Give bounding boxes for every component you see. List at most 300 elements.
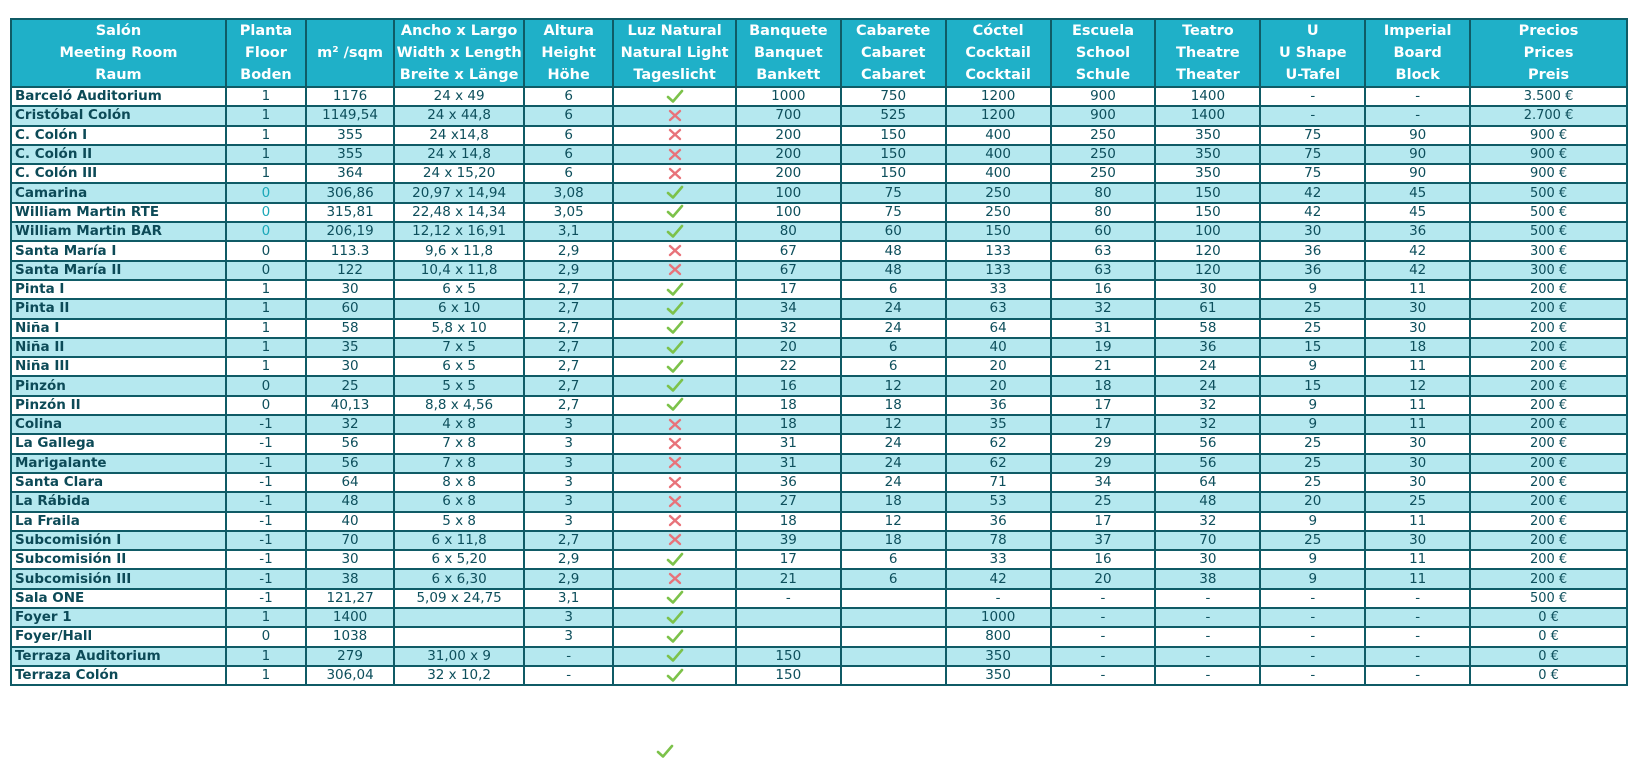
room-name: La Rábida: [11, 492, 226, 511]
column-header-4: [524, 19, 613, 87]
table-row: [11, 126, 1627, 145]
column-header-7: [841, 19, 946, 87]
column-header-line: Tageslicht: [633, 67, 716, 83]
school-cell: 29: [1051, 454, 1156, 473]
cocktail-cell: 20: [946, 376, 1051, 395]
area-cell: 30: [306, 357, 394, 376]
room-name: C. Colón I: [11, 126, 226, 145]
column-header-0: [11, 19, 226, 87]
board-cell: 11: [1365, 550, 1470, 569]
cocktail-cell: 350: [946, 647, 1051, 666]
cabaret-cell: 48: [841, 241, 946, 260]
dimensions-cell: 5,8 x 10: [394, 319, 524, 338]
u-shape-cell: -: [1260, 589, 1365, 608]
room-name: Niña II: [11, 338, 226, 357]
theatre-cell: 1400: [1155, 106, 1260, 125]
school-cell: 16: [1051, 280, 1156, 299]
column-header-line: Breite x Länge: [399, 67, 519, 83]
theatre-cell: -: [1155, 647, 1260, 666]
room-name: Terraza Colón: [11, 666, 226, 685]
area-cell: 206,19: [306, 222, 394, 241]
cocktail-cell: 133: [946, 241, 1051, 260]
price-cell: 0 €: [1470, 666, 1627, 685]
price-cell: 2.700 €: [1470, 106, 1627, 125]
area-cell: 1038: [306, 627, 394, 646]
cocktail-cell: 1200: [946, 87, 1051, 106]
cabaret-cell: 150: [841, 145, 946, 164]
theatre-cell: 150: [1155, 203, 1260, 222]
theatre-cell: 150: [1155, 183, 1260, 202]
area-cell: 30: [306, 280, 394, 299]
floor-cell: 1: [226, 280, 306, 299]
column-header-1: [226, 19, 306, 87]
light-indicator: [666, 571, 684, 586]
light-indicator: [666, 590, 684, 605]
theatre-cell: -: [1155, 589, 1260, 608]
banquet-cell: 27: [736, 492, 841, 511]
area-cell: 355: [306, 126, 394, 145]
light-indicator: [666, 532, 684, 547]
table-row: [11, 338, 1627, 357]
theatre-cell: 32: [1155, 512, 1260, 531]
dimensions-cell: 24 x14,8: [394, 126, 524, 145]
floor-cell: -1: [226, 550, 306, 569]
area-cell: 306,86: [306, 183, 394, 202]
cabaret-cell: 18: [841, 531, 946, 550]
u-shape-cell: 30: [1260, 222, 1365, 241]
cocktail-cell: 350: [946, 666, 1051, 685]
board-cell: 30: [1365, 299, 1470, 318]
dimensions-cell: 5 x 5: [394, 376, 524, 395]
column-header-line: Meeting Room: [59, 45, 178, 61]
school-cell: -: [1051, 589, 1156, 608]
height-cell: 3: [524, 415, 613, 434]
table-row: [11, 396, 1627, 415]
light-indicator: [666, 668, 684, 683]
height-cell: 3: [524, 512, 613, 531]
u-shape-cell: 25: [1260, 319, 1365, 338]
u-shape-cell: 9: [1260, 512, 1365, 531]
banquet-cell: 34: [736, 299, 841, 318]
cross-icon: [666, 262, 684, 277]
light-indicator: [666, 282, 684, 297]
cocktail-cell: 1000: [946, 608, 1051, 627]
area-cell: 315,81: [306, 203, 394, 222]
room-name: Colina: [11, 415, 226, 434]
school-cell: 80: [1051, 183, 1156, 202]
column-header-line: Escuela: [1071, 23, 1135, 39]
dimensions-cell: 4 x 8: [394, 415, 524, 434]
table-row: [11, 434, 1627, 453]
room-name: Camarina: [11, 183, 226, 202]
theatre-cell: 100: [1155, 222, 1260, 241]
area-cell: 60: [306, 299, 394, 318]
room-name: William Martin BAR: [11, 222, 226, 241]
area-cell: 56: [306, 434, 394, 453]
board-cell: 11: [1365, 415, 1470, 434]
light-indicator: [666, 224, 684, 239]
dimensions-cell: 24 x 15,20: [394, 164, 524, 183]
column-header-line: Board: [1393, 45, 1442, 61]
room-name: Niña I: [11, 319, 226, 338]
room-name: Pinzón: [11, 376, 226, 395]
board-cell: -: [1365, 647, 1470, 666]
cabaret-cell: 6: [841, 550, 946, 569]
banquet-cell: [736, 608, 841, 627]
height-cell: 2,9: [524, 569, 613, 588]
height-cell: 3: [524, 434, 613, 453]
natural-light-cell: [613, 145, 736, 164]
floor-cell: -1: [226, 569, 306, 588]
floor-cell: 0: [226, 203, 306, 222]
table-row: [11, 145, 1627, 164]
banquet-cell: 17: [736, 280, 841, 299]
natural-light-cell: [613, 164, 736, 183]
area-cell: 1176: [306, 87, 394, 106]
height-cell: -: [524, 666, 613, 685]
natural-light-cell: [613, 319, 736, 338]
light-indicator: [666, 127, 684, 142]
price-cell: 200 €: [1470, 550, 1627, 569]
check-icon: [666, 224, 684, 239]
column-header-line: Cabaret: [860, 67, 926, 83]
floor-cell: 1: [226, 299, 306, 318]
room-name: Foyer/Hall: [11, 627, 226, 646]
price-cell: 900 €: [1470, 145, 1627, 164]
light-indicator: [666, 204, 684, 219]
light-indicator: [666, 552, 684, 567]
check-icon: [666, 378, 684, 393]
floor-cell: -1: [226, 531, 306, 550]
banquet-cell: 18: [736, 396, 841, 415]
column-header-line: Altura: [543, 23, 594, 39]
natural-light-cell: [613, 106, 736, 125]
price-cell: 0 €: [1470, 627, 1627, 646]
height-cell: 2,7: [524, 376, 613, 395]
school-cell: 16: [1051, 550, 1156, 569]
check-icon: [666, 590, 684, 605]
column-header-line: U: [1306, 23, 1319, 39]
cabaret-cell: [841, 608, 946, 627]
natural-light-cell: [613, 203, 736, 222]
column-header-line: Salón: [95, 23, 142, 39]
cabaret-cell: 525: [841, 106, 946, 125]
u-shape-cell: 9: [1260, 415, 1365, 434]
school-cell: 19: [1051, 338, 1156, 357]
check-icon: [666, 320, 684, 335]
room-name: Terraza Auditorium: [11, 647, 226, 666]
u-shape-cell: 75: [1260, 145, 1365, 164]
u-shape-cell: 9: [1260, 569, 1365, 588]
floor-cell: 0: [226, 183, 306, 202]
floor-cell: -1: [226, 512, 306, 531]
banquet-cell: 16: [736, 376, 841, 395]
u-shape-cell: -: [1260, 106, 1365, 125]
column-header-12: [1365, 19, 1470, 87]
room-name: Pinta I: [11, 280, 226, 299]
column-header-10: [1155, 19, 1260, 87]
natural-light-cell: [613, 222, 736, 241]
cabaret-cell: 18: [841, 492, 946, 511]
school-cell: 17: [1051, 415, 1156, 434]
table-row: [11, 376, 1627, 395]
table-row: [11, 319, 1627, 338]
natural-light-cell: [613, 396, 736, 415]
natural-light-cell: [613, 473, 736, 492]
height-cell: 2,7: [524, 299, 613, 318]
theatre-cell: 30: [1155, 550, 1260, 569]
price-cell: 500 €: [1470, 222, 1627, 241]
natural-light-cell: [613, 299, 736, 318]
height-cell: 2,7: [524, 319, 613, 338]
natural-light-cell: [613, 434, 736, 453]
natural-light-cell: [613, 183, 736, 202]
banquet-cell: 21: [736, 569, 841, 588]
board-cell: 30: [1365, 434, 1470, 453]
area-cell: 279: [306, 647, 394, 666]
theatre-cell: 64: [1155, 473, 1260, 492]
dimensions-cell: 6 x 11,8: [394, 531, 524, 550]
check-icon: [666, 610, 684, 625]
height-cell: 2,9: [524, 241, 613, 260]
dimensions-cell: 12,12 x 16,91: [394, 222, 524, 241]
light-indicator: [666, 320, 684, 335]
cross-icon: [666, 455, 684, 470]
theatre-cell: 58: [1155, 319, 1260, 338]
banquet-cell: 150: [736, 647, 841, 666]
height-cell: 2,9: [524, 261, 613, 280]
school-cell: 34: [1051, 473, 1156, 492]
height-cell: 3: [524, 473, 613, 492]
floor-cell: 1: [226, 666, 306, 685]
theatre-cell: 56: [1155, 434, 1260, 453]
price-cell: 200 €: [1470, 396, 1627, 415]
cross-icon: [666, 127, 684, 142]
check-icon: [666, 359, 684, 374]
cocktail-cell: 62: [946, 454, 1051, 473]
school-cell: 32: [1051, 299, 1156, 318]
u-shape-cell: 42: [1260, 183, 1365, 202]
price-cell: 200 €: [1470, 357, 1627, 376]
natural-light-cell: [613, 415, 736, 434]
cabaret-cell: 6: [841, 357, 946, 376]
room-name: Santa María II: [11, 261, 226, 280]
cabaret-cell: 18: [841, 396, 946, 415]
floor-cell: 1: [226, 145, 306, 164]
theatre-cell: 120: [1155, 241, 1260, 260]
floor-cell: 0: [226, 261, 306, 280]
board-cell: 45: [1365, 183, 1470, 202]
price-cell: 0 €: [1470, 608, 1627, 627]
dimensions-cell: 24 x 44,8: [394, 106, 524, 125]
floor-cell: -1: [226, 434, 306, 453]
room-name: Santa María I: [11, 241, 226, 260]
theatre-cell: 24: [1155, 376, 1260, 395]
natural-light-cell: [613, 338, 736, 357]
school-cell: 63: [1051, 261, 1156, 280]
column-header-line: Boden: [240, 67, 292, 83]
natural-light-cell: [613, 357, 736, 376]
height-cell: 2,7: [524, 338, 613, 357]
dimensions-cell: 5 x 8: [394, 512, 524, 531]
area-cell: 48: [306, 492, 394, 511]
dimensions-cell: 7 x 8: [394, 434, 524, 453]
price-cell: 200 €: [1470, 299, 1627, 318]
floor-cell: -1: [226, 492, 306, 511]
height-cell: 6: [524, 126, 613, 145]
table-body: [11, 87, 1627, 685]
dimensions-cell: 24 x 14,8: [394, 145, 524, 164]
cocktail-cell: 250: [946, 203, 1051, 222]
room-name: Niña III: [11, 357, 226, 376]
column-header-11: [1260, 19, 1365, 87]
meeting-rooms-table: [10, 18, 1628, 686]
theatre-cell: 350: [1155, 145, 1260, 164]
height-cell: 3,05: [524, 203, 613, 222]
board-cell: 30: [1365, 473, 1470, 492]
school-cell: 20: [1051, 569, 1156, 588]
column-header-line: U Shape: [1278, 45, 1347, 61]
natural-light-cell: [613, 241, 736, 260]
board-cell: -: [1365, 666, 1470, 685]
cross-icon: [666, 494, 684, 509]
price-cell: 200 €: [1470, 569, 1627, 588]
room-name: La Fraila: [11, 512, 226, 531]
cocktail-cell: 20: [946, 357, 1051, 376]
column-header-8: [946, 19, 1051, 87]
u-shape-cell: 15: [1260, 376, 1365, 395]
cocktail-cell: 53: [946, 492, 1051, 511]
check-icon: [666, 340, 684, 355]
dimensions-cell: 6 x 8: [394, 492, 524, 511]
height-cell: 2,9: [524, 550, 613, 569]
column-header-line: Raum: [95, 67, 142, 83]
table-row: [11, 164, 1627, 183]
light-indicator: [666, 436, 684, 451]
room-name: Subcomisión I: [11, 531, 226, 550]
dimensions-cell: 24 x 49: [394, 87, 524, 106]
table-row: [11, 222, 1627, 241]
cross-icon: [666, 513, 684, 528]
u-shape-cell: 75: [1260, 164, 1365, 183]
u-shape-cell: 75: [1260, 126, 1365, 145]
area-cell: 40,13: [306, 396, 394, 415]
u-shape-cell: 36: [1260, 261, 1365, 280]
banquet-cell: 18: [736, 415, 841, 434]
theatre-cell: 30: [1155, 280, 1260, 299]
light-indicator: [666, 359, 684, 374]
cross-icon: [666, 532, 684, 547]
room-name: Santa Clara: [11, 473, 226, 492]
school-cell: -: [1051, 647, 1156, 666]
u-shape-cell: 25: [1260, 299, 1365, 318]
column-header-5: [613, 19, 736, 87]
check-icon: [666, 185, 684, 200]
dimensions-cell: 7 x 8: [394, 454, 524, 473]
school-cell: 900: [1051, 87, 1156, 106]
column-header-line: Cabaret: [860, 45, 926, 61]
column-header-line: Preis: [1527, 67, 1570, 83]
u-shape-cell: 9: [1260, 396, 1365, 415]
table-row: [11, 454, 1627, 473]
cocktail-cell: 42: [946, 569, 1051, 588]
column-header-3: [394, 19, 524, 87]
board-cell: 18: [1365, 338, 1470, 357]
light-indicator: [666, 166, 684, 181]
area-cell: 1400: [306, 608, 394, 627]
dimensions-cell: 6 x 5: [394, 357, 524, 376]
school-cell: -: [1051, 608, 1156, 627]
theatre-cell: 32: [1155, 396, 1260, 415]
light-indicator: [666, 185, 684, 200]
cocktail-cell: 36: [946, 396, 1051, 415]
dimensions-cell: 20,97 x 14,94: [394, 183, 524, 202]
cabaret-cell: 24: [841, 473, 946, 492]
theatre-cell: 48: [1155, 492, 1260, 511]
banquet-cell: 80: [736, 222, 841, 241]
room-name: Pinta II: [11, 299, 226, 318]
dimensions-cell: [394, 627, 524, 646]
table-row: [11, 492, 1627, 511]
cocktail-cell: 400: [946, 145, 1051, 164]
banquet-cell: 36: [736, 473, 841, 492]
school-cell: 63: [1051, 241, 1156, 260]
column-header-line: Teatro: [1182, 23, 1234, 39]
light-indicator: [666, 378, 684, 393]
theatre-cell: 350: [1155, 126, 1260, 145]
column-header-line: Banquete: [749, 23, 828, 39]
natural-light-cell: [613, 512, 736, 531]
cocktail-cell: 78: [946, 531, 1051, 550]
cocktail-cell: 400: [946, 164, 1051, 183]
school-cell: 250: [1051, 145, 1156, 164]
board-cell: 11: [1365, 396, 1470, 415]
school-cell: 18: [1051, 376, 1156, 395]
column-header-line: m² /sqm: [317, 45, 384, 61]
school-cell: -: [1051, 666, 1156, 685]
table-row: [11, 241, 1627, 260]
dimensions-cell: 10,4 x 11,8: [394, 261, 524, 280]
price-cell: 200 €: [1470, 415, 1627, 434]
cabaret-cell: 150: [841, 164, 946, 183]
column-header-line: Cóctel: [972, 23, 1024, 39]
price-cell: 200 €: [1470, 454, 1627, 473]
school-cell: 900: [1051, 106, 1156, 125]
table-row: [11, 203, 1627, 222]
light-indicator: [666, 475, 684, 490]
banquet-cell: 200: [736, 126, 841, 145]
banquet-cell: 150: [736, 666, 841, 685]
board-cell: -: [1365, 106, 1470, 125]
board-cell: -: [1365, 589, 1470, 608]
height-cell: 3,1: [524, 222, 613, 241]
table-row: [11, 608, 1627, 627]
area-cell: 56: [306, 454, 394, 473]
check-icon: [656, 744, 674, 759]
floor-cell: 0: [226, 627, 306, 646]
natural-light-cell: [613, 454, 736, 473]
theatre-cell: -: [1155, 608, 1260, 627]
light-indicator: [666, 147, 684, 162]
cabaret-cell: 60: [841, 222, 946, 241]
price-cell: 200 €: [1470, 376, 1627, 395]
light-indicator: [666, 455, 684, 470]
check-icon: [666, 204, 684, 219]
cross-icon: [666, 147, 684, 162]
floor-cell: 0: [226, 241, 306, 260]
u-shape-cell: -: [1260, 87, 1365, 106]
height-cell: 3,08: [524, 183, 613, 202]
